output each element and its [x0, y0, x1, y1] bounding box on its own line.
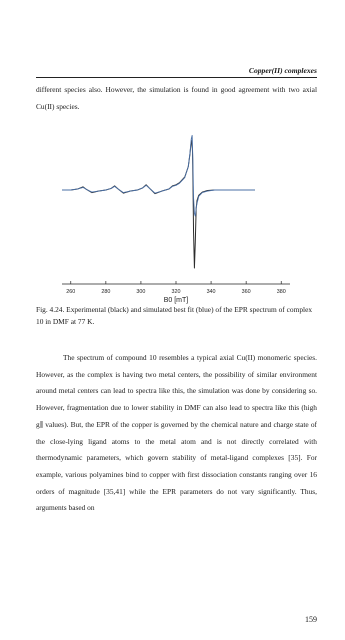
running-head: Copper(II) complexes	[248, 66, 317, 75]
paragraph-top: different species also. However, the simulation is found in good agreement with two axial Cu(II) species.	[36, 85, 317, 111]
x-tick-label: 360	[241, 289, 251, 295]
x-tick-label: 300	[136, 289, 146, 295]
x-axis-ticks	[66, 281, 285, 295]
spectrum-series	[62, 135, 255, 268]
x-axis-label: B0 [mT]	[163, 297, 189, 304]
experimental-spectrum-line	[62, 141, 255, 268]
x-tick-label: 260	[66, 289, 76, 295]
simulated-spectrum-line	[62, 135, 255, 216]
x-tick-label: 340	[206, 289, 216, 295]
figure-caption: Fig. 4.24. Experimental (black) and simulated best fit (blue) of the EPR spectrum of complex 10 in DMF at 77 K.	[36, 305, 313, 326]
paragraph-bottom: The spectrum of compound 10 resembles a typical axial Cu(II) monomeric species. However, as the complex is having two metal centers, the possibility of similar environment around metal centers can lead to spectra like this, the simulation was done by considering so. However, fragmentation due to lower stability in DMF can also lead to spectra like this (high g∥ values). But, the EPR of the copper is governed by the chemical nature and charge state of the close-lying ligand atoms to the metal atom and is not directly correlated with thermodynamic parameters, which govern stability of metal-ligand complexes [35]. For example, various polyamines bind to copper with first dissociation constants ranging over 16 orders of magnitude [35,41] while the EPR parameters do not vary significantly. Thus, arguments based on	[36, 353, 317, 513]
x-tick-label: 380	[276, 289, 286, 295]
x-tick-label: 320	[171, 289, 181, 295]
x-tick-label: 280	[101, 289, 111, 295]
page-number: 159	[305, 615, 317, 624]
